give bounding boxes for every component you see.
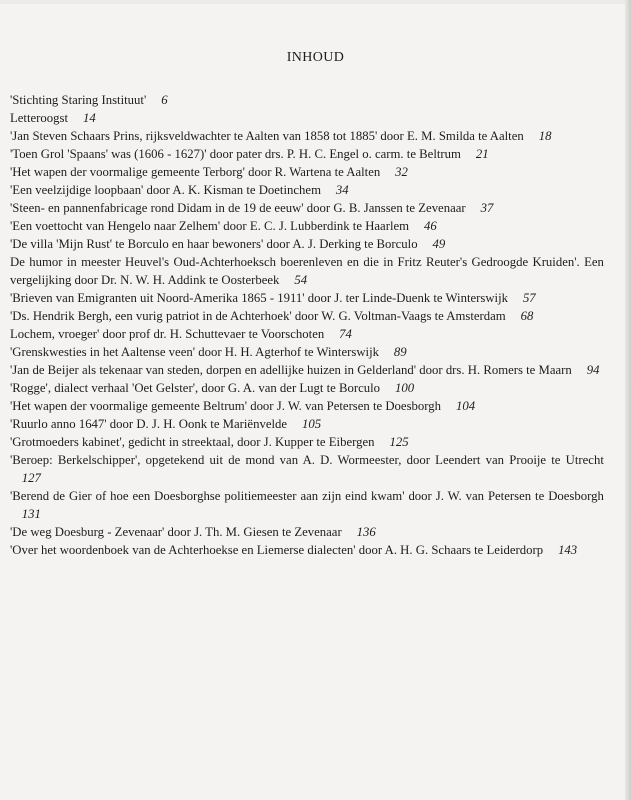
list-item xyxy=(10,361,604,379)
entry-title: 'Een veelzijdige loopbaan' door A. K. Kisman te Doetinchem xyxy=(10,182,321,197)
list-item xyxy=(10,379,604,397)
entry-page-number: 34 xyxy=(335,182,349,197)
entry-title: 'Jan de Beijer als tekenaar van steden, dorpen en adellijke huizen in Gelderland' door drs. H. Romers te Maarn xyxy=(10,362,572,377)
list-item xyxy=(10,145,604,163)
entry-title: De humor in meester Heuvel's Oud-Achterhoeksch boerenleven en die in Fritz Reuter's Gedroogde Kruiden'. Een vergelijking door Dr. N. W. H. Addink te Oosterbeek xyxy=(10,254,604,287)
entry-page-number: 49 xyxy=(432,236,446,251)
entry-page-number: 136 xyxy=(356,524,376,539)
list-item xyxy=(10,325,604,343)
entry-title: 'Beroep: Berkelschipper', opgetekend uit de mond van A. D. Wormeester, door Leendert van Prooije te Utrecht xyxy=(10,452,604,467)
page-title: INHOUD xyxy=(286,50,345,65)
entry-title: 'Steen- en pannenfabricage rond Didam in de 19 de eeuw' door G. B. Janssen te Zevenaar xyxy=(10,200,466,215)
entry-page-number: 37 xyxy=(480,200,494,215)
list-item xyxy=(10,541,604,559)
entry-page-number: 6 xyxy=(161,92,168,107)
list-item xyxy=(10,451,604,487)
entry-title: Lochem, vroeger' door prof dr. H. Schuttevaer te Voorschoten xyxy=(10,326,325,341)
entry-page-number: 127 xyxy=(21,470,41,485)
list-item xyxy=(10,163,604,181)
entry-page-number: 14 xyxy=(82,110,96,125)
entry-title: 'Een voettocht van Hengelo naar Zelhem' door E. C. J. Lubberdink te Haarlem xyxy=(10,218,410,233)
list-item xyxy=(10,199,604,217)
list-item xyxy=(10,307,604,325)
entry-page-number: 105 xyxy=(301,416,322,431)
list-item xyxy=(10,289,604,307)
entry-title: 'Ruurlo anno 1647' door D. J. H. Oonk te Mariënvelde xyxy=(10,416,288,431)
entry-title: 'De weg Doesburg - Zevenaar' door J. Th. M. Giesen te Zevenaar xyxy=(10,524,342,539)
entry-title: 'Toen Grol 'Spaans' was (1606 - 1627)' door pater drs. P. H. C. Engel o. carm. te Beltrum xyxy=(10,146,461,161)
entry-page-number: 57 xyxy=(522,290,536,305)
entry-page-number: 125 xyxy=(389,434,409,449)
list-item xyxy=(10,91,604,109)
entry-page-number: 68 xyxy=(520,308,534,323)
entry-title: 'Grotmoeders kabinet', gedicht in streektaal, door J. Kupper te Eibergen xyxy=(10,434,375,449)
list-item xyxy=(10,235,604,253)
entry-page-number: 21 xyxy=(475,146,489,161)
entry-title: 'Grenskwesties in het Aaltense veen' door H. H. Agterhof te Winterswijk xyxy=(10,344,379,359)
list-item xyxy=(10,253,604,289)
entry-page-number: 54 xyxy=(294,272,308,287)
entry-page-number: 143 xyxy=(558,542,578,557)
list-item xyxy=(10,109,604,127)
entry-page-number: 131 xyxy=(21,506,41,521)
scan-edge-right xyxy=(625,0,631,800)
entry-title: 'Berend de Gier of hoe een Doesborghse politiemeester aan zijn eind kwam' door J. W. van Petersen te Doesborgh xyxy=(10,488,604,503)
list-item xyxy=(10,433,604,451)
list-item xyxy=(10,415,604,433)
entry-title: 'Stichting Staring Instituut' xyxy=(10,92,147,107)
entry-title: 'Het wapen der voormalige gemeente Beltrum' door J. W. van Petersen te Doesborgh xyxy=(10,398,442,413)
entry-title: 'Rogge', dialect verhaal 'Oet Gelster', door G. A. van der Lugt te Borculo xyxy=(10,380,381,395)
entry-title: 'Ds. Hendrik Bergh, een vurig patriot in de Achterhoek' door W. G. Voltman-Vaags te Amsterdam xyxy=(10,308,506,323)
entry-title: 'Jan Steven Schaars Prins, rijksveldwachter te Aalten van 1858 tot 1885' door E. M. Smilda te Aalten xyxy=(10,128,524,143)
entry-title: 'Brieven van Emigranten uit Noord-Amerika 1865 - 1911' door J. ter Linde-Duenk te Winterswijk xyxy=(10,290,508,305)
list-item xyxy=(10,487,604,523)
entry-title: 'De villa 'Mijn Rust' te Borculo en haar bewoners' door A. J. Derking te Borculo xyxy=(10,236,418,251)
list-item xyxy=(10,343,604,361)
entry-page-number: 32 xyxy=(395,164,408,179)
entry-title: 'Het wapen der voormalige gemeente Terborg' door R. Wartena te Aalten xyxy=(10,164,381,179)
entry-page-number: 46 xyxy=(424,218,437,233)
list-item xyxy=(10,217,604,235)
entry-page-number: 94 xyxy=(586,362,600,377)
entry-page-number: 100 xyxy=(394,380,415,395)
list-item xyxy=(10,181,604,199)
entry-page-number: 89 xyxy=(393,344,407,359)
entry-title: 'Over het woordenboek van de Achterhoekse en Liemerse dialecten' door A. H. G. Schaars te Leiderdorp xyxy=(10,542,544,557)
entry-page-number: 74 xyxy=(339,326,352,341)
list-item xyxy=(10,397,604,415)
entry-page-number: 104 xyxy=(455,398,476,413)
scan-edge-top xyxy=(0,0,631,4)
table-of-contents xyxy=(10,91,604,559)
entry-title: Letteroogst xyxy=(10,110,69,125)
entry-page-number: 18 xyxy=(538,128,552,143)
list-item xyxy=(10,127,604,145)
list-item xyxy=(10,523,604,541)
